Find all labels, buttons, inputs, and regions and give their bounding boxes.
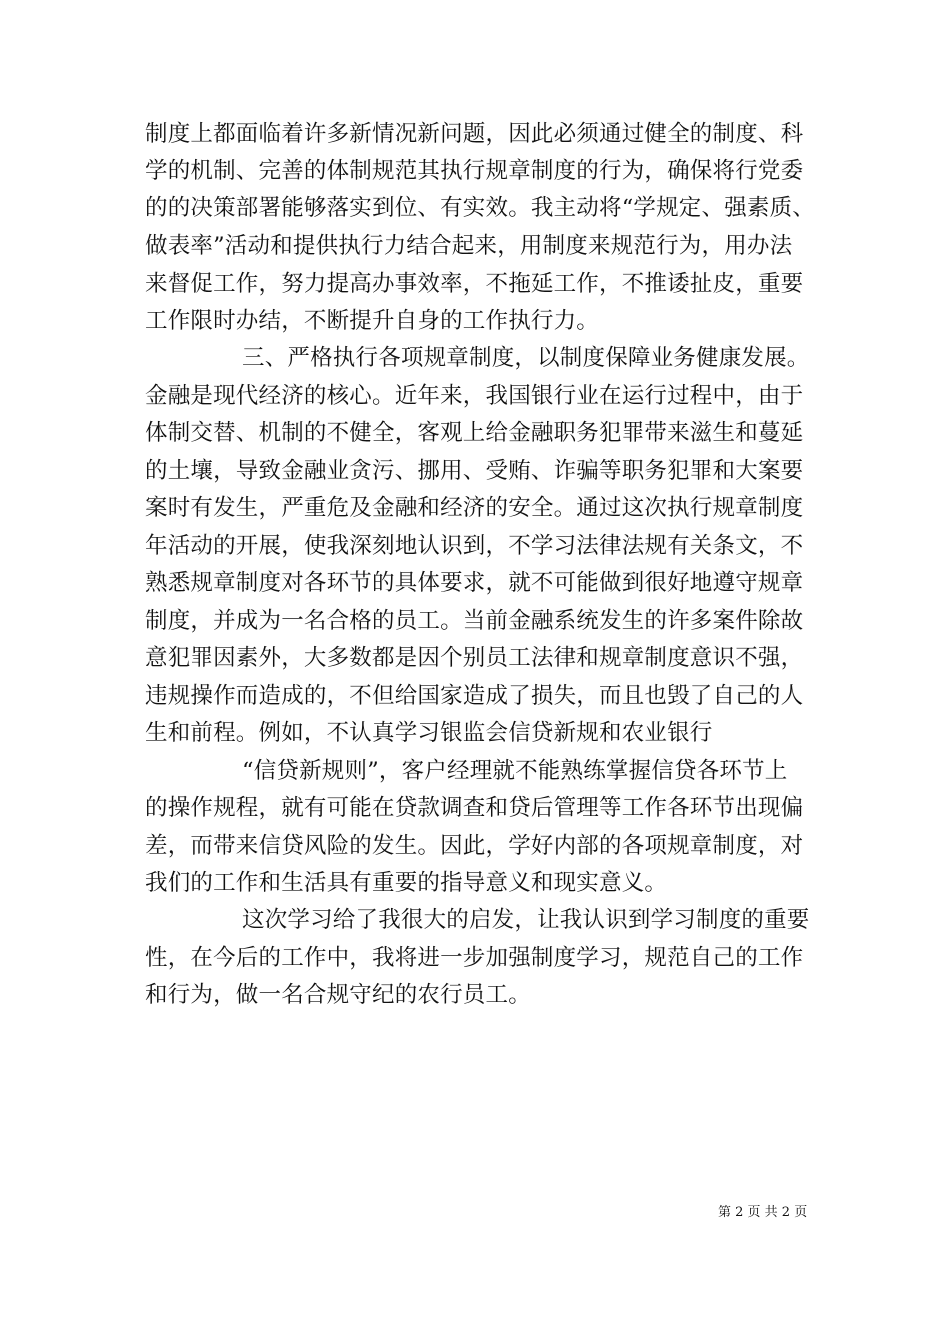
body-line: 做表率”活动和提供执行力结合起来，用制度来规范行为，用办法 [145,233,793,259]
body-line: 的的决策部署能够落实到位、有实效。我主动将“学规定、强素质、 [145,195,816,221]
body-line: 制度上都面临着许多新情况新问题，因此必须通过健全的制度、科 [145,121,804,147]
body-line: 我们的工作和生活具有重要的指导意义和现实意义。 [145,870,668,896]
body-line: 这次学习给了我很大的启发，让我认识到学习制度的重要 [242,907,810,933]
body-line: 和行为，做一名合规守纪的农行员工。 [145,982,531,1008]
body-line: 生和前程。例如，不认真学习银监会信贷新规和农业银行 [145,720,713,746]
body-line: 学的机制、完善的体制规范其执行规章制度的行为，确保将行党委 [145,158,804,184]
body-line: 熟悉规章制度对各环节的具体要求，就不可能做到很好地遵守规章 [145,570,804,596]
body-line: 意犯罪因素外，大多数都是因个别员工法律和规章制度意识不强， [145,645,804,671]
section-heading: 三、严格执行各项规章制度，以制度保障业务健康发展。 [242,345,810,371]
body-line: 的土壤，导致金融业贪污、挪用、受贿、诈骗等职务犯罪和大案要 [145,458,804,484]
body-line: 体制交替、机制的不健全，客观上给金融职务犯罪带来滋生和蔓延 [145,420,804,446]
body-line: 性，在今后的工作中，我将进一步加强制度学习，规范自己的工作 [145,945,804,971]
body-line: 年活动的开展，使我深刻地认识到，不学习法律法规有关条文，不 [145,533,804,559]
body-line: 差，而带来信贷风险的发生。因此，学好内部的各项规章制度，对 [145,833,804,859]
body-line: 的操作规程，就有可能在贷款调查和贷后管理等工作各环节出现偏 [145,795,804,821]
body-line: 工作限时办结，不断提升自身的工作执行力。 [145,308,600,334]
page-number: 第 2 页 共 2 页 [718,1205,808,1220]
body-line: 制度，并成为一名合格的员工。当前金融系统发生的许多案件除故 [145,608,804,634]
body-line: 金融是现代经济的核心。近年来，我国银行业在运行过程中，由于 [145,383,804,409]
body-line: 违规操作而造成的，不但给国家造成了损失，而且也毁了自己的人 [145,683,804,709]
body-line: 案时有发生，严重危及金融和经济的安全。通过这次执行规章制度 [145,495,804,521]
body-line: “信贷新规则”，客户经理就不能熟练掌握信贷各环节上 [242,758,788,784]
body-line: 来督促工作，努力提高办事效率，不拖延工作，不推诿扯皮，重要 [145,271,804,297]
